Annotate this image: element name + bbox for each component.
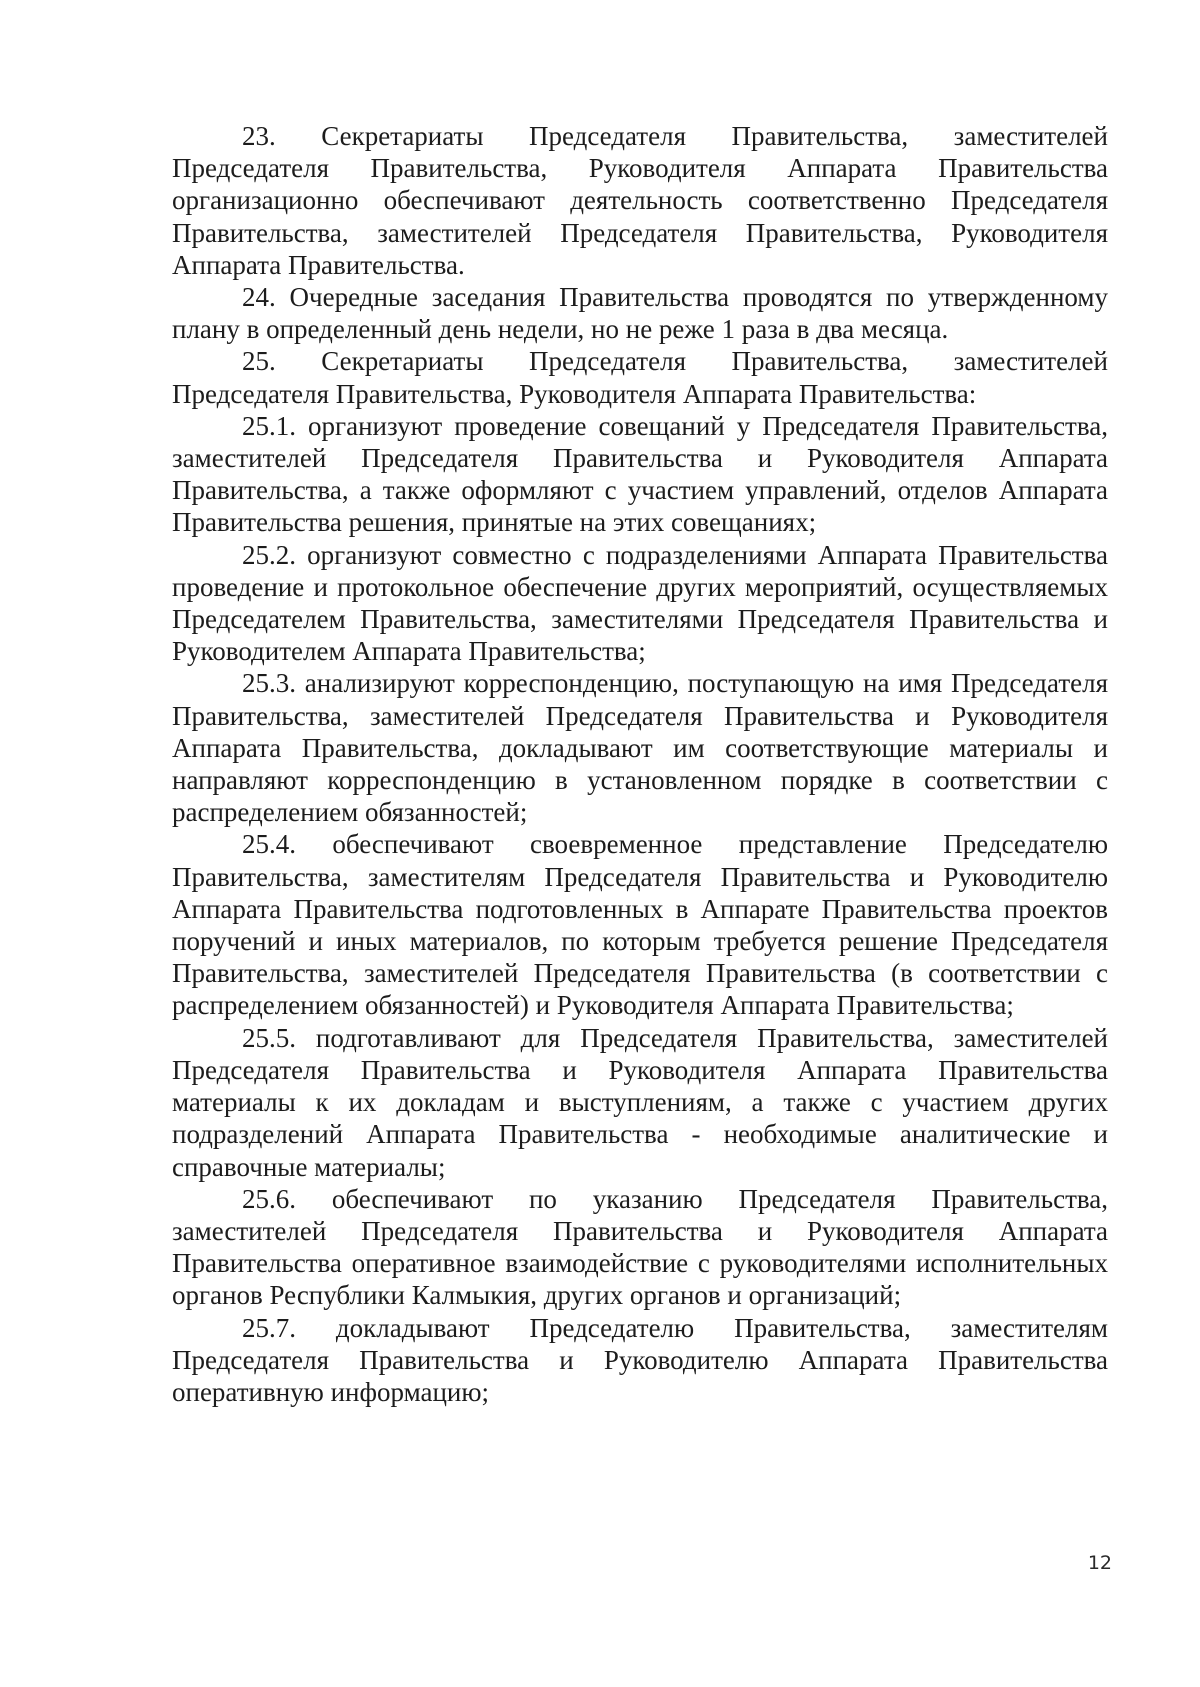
page-number: 12: [1087, 1552, 1112, 1574]
paragraph-24: 24. Очередные заседания Правительства проводятся по утвержденному плану в определенный день недели, но не реже 1 раза в два месяца.: [172, 282, 1108, 345]
paragraph-25-6: 25.6. обеспечивают по указанию Председателя Правительства, заместителей Председателя Правительства и Руководителя Аппарата Правительства оперативное взаимодействие с руководителями исполнительных органов Республики Калмыкия, других органов и организаций;: [172, 1183, 1108, 1311]
document-body: [172, 120, 1108, 1408]
paragraph-25-1: 25.1. организуют проведение совещаний у Председателя Правительства, заместителей Председателя Правительства и Руководителя Аппарата Правительства, а также оформляют с участием управлений, отделов Аппарата Правительства решения, принятые на этих совещаниях;: [172, 410, 1108, 538]
paragraph-25-3: 25.3. анализируют корреспонденцию, поступающую на имя Председателя Правительства, заместителей Председателя Правительства и Руководителя Аппарата Правительства, докладывают им соответствующие материалы и направляют корреспонденцию в установленном порядке в соответствии с распределением обязанностей;: [172, 668, 1108, 828]
paragraph-23: 23. Секретариаты Председателя Правительства, заместителей Председателя Правительства, Руководителя Аппарата Правительства организационно обеспечивают деятельность соответственно Председателя Правительства, заместителей Председателя Правительства, Руководителя Аппарата Правительства.: [172, 121, 1108, 280]
paragraph-25-7: 25.7. докладывают Председателю Правительства, заместителям Председателя Правительства и Руководителю Аппарата Правительства оперативную информацию;: [172, 1312, 1108, 1407]
paragraph-25: 25. Секретариаты Председателя Правительства, заместителей Председателя Правительства, Руководителя Аппарата Правительства:: [172, 346, 1108, 409]
paragraph-25-5: 25.5. подготавливают для Председателя Правительства, заместителей Председателя Правительства и Руководителя Аппарата Правительства материалы к их докладам и выступлениям, а также с участием других подразделений Аппарата Правительства - необходимые аналитические и справочные материалы;: [172, 1022, 1108, 1182]
paragraph-25-4: 25.4. обеспечивают своевременное представление Председателю Правительства, заместителям Председателя Правительства и Руководителю Аппарата Правительства подготовленных в Аппарате Правительства проектов поручений и иных материалов, по которым требуется решение Председателя Правительства, заместителей Председателя Правительства (в соответствии с распределением обязанностей) и Руководителя Аппарата Правительства;: [172, 829, 1108, 1021]
paragraph-25-2: 25.2. организуют совместно с подразделениями Аппарата Правительства проведение и протокольное обеспечение других мероприятий, осуществляемых Председателем Правительства, заместителями Председателя Правительства и Руководителем Аппарата Правительства;: [172, 539, 1108, 667]
